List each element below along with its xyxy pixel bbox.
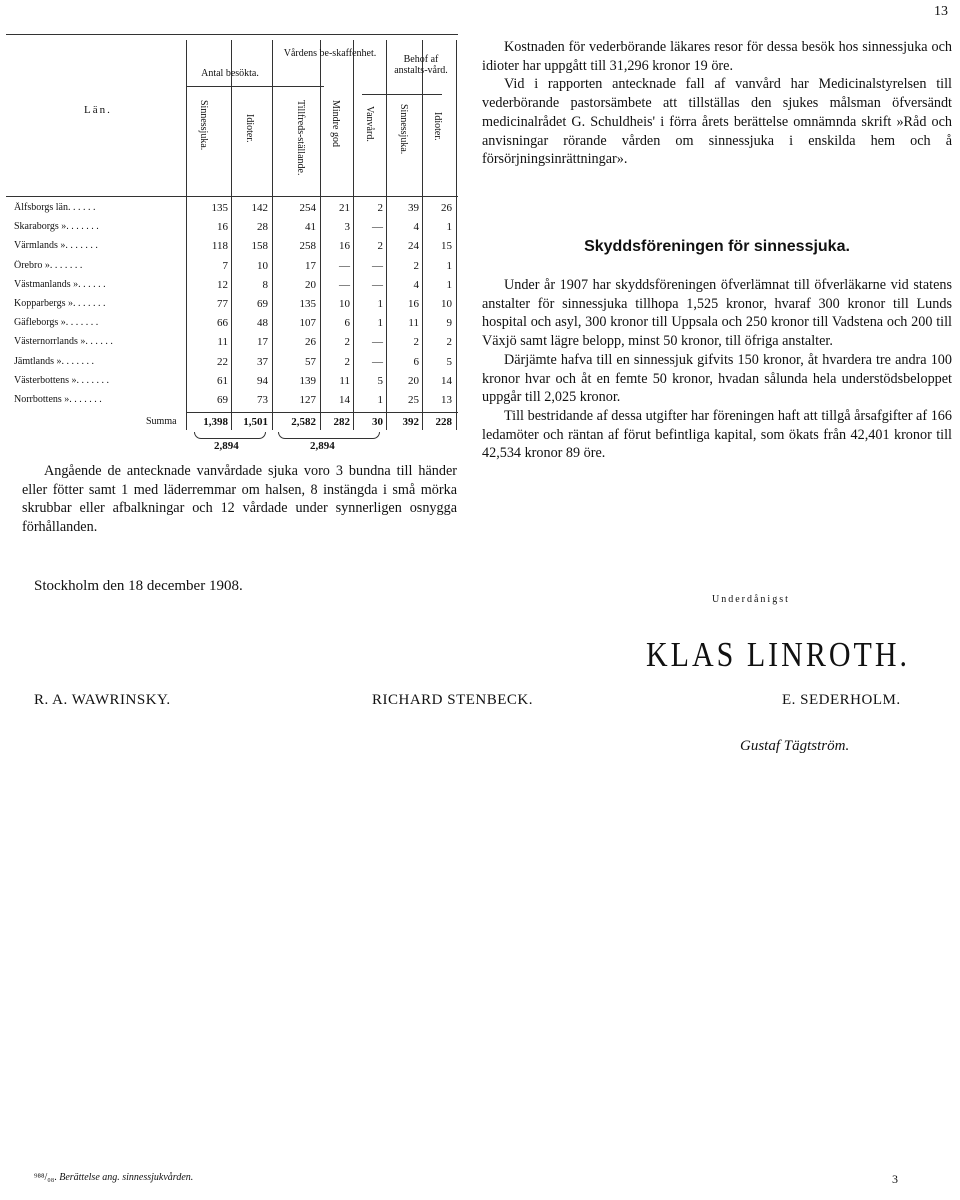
vline-6 [386, 40, 387, 430]
vline-3 [272, 40, 273, 430]
paragraph-vanvard-fall: Vid i rapporten antecknade fall af vanvård har Medicinalstyrelsen till vederbörande pastorsämbete att tillställas den sjukes målsman öfversändt medicinalrådet G. Schuldheis' i förra årets berättelse omnämnda skrift »Råd och anvisningar rörande vården om sinnessjuka i enskilda hem och å försörjningsinrättningar». [482, 76, 952, 168]
table-cell: 13 [441, 394, 452, 406]
table-cell: 2 [413, 259, 419, 272]
right-column-top [482, 38, 952, 169]
table-cell: 24 [408, 240, 419, 253]
table-cell: 17 [305, 259, 316, 272]
table-cell: — [372, 336, 383, 349]
col-header-vanvard: Vanvård. [364, 106, 375, 142]
col-header-idioter-2: Idioter. [432, 112, 443, 141]
table-cell: — [372, 259, 383, 272]
summa-cell: 392 [402, 416, 419, 428]
table-cell: 6 [413, 355, 419, 368]
paragraph-under-ar: Under år 1907 har skyddsföreningen öfverlämnat till öfverläkarne vid statens anstalter för sinnessjuka tillhopa 1,525 kronor, hvaraf 300 kronor till Lunds hospital och asyl, 300 kronor till Uppsala och 250 kronor till Vadstena och 200 till Växjö samt lägre belopp, minst 50 kronor, till öfriga anstalter. [482, 277, 952, 350]
table-cell: 9 [446, 317, 452, 330]
vline-1 [186, 40, 187, 430]
table-row-name: Västernorrlands ». . . . . . [14, 336, 113, 348]
table-cell: 69 [217, 394, 228, 406]
table-cell: 15 [441, 240, 452, 253]
footer-code: ⁹⁸⁸/₀₈. [34, 1172, 57, 1183]
footer [34, 1172, 193, 1183]
table-cell: 5 [377, 374, 383, 387]
signer-wawrinsky: R. A. WAWRINSKY. [34, 692, 171, 708]
section-heading: Skyddsföreningen för sinnessjuka. [584, 238, 850, 255]
table-row-name: Värmlands ». . . . . . . [14, 240, 98, 252]
table-cell: 2 [446, 336, 452, 349]
table-cell: 73 [257, 394, 268, 406]
col-header-sinnessjuka-2: Sinnessjuka. [398, 104, 409, 155]
table-cell: 94 [257, 374, 268, 387]
table-row-name: Norrbottens ». . . . . . . [14, 394, 102, 405]
table-cell: 16 [408, 298, 419, 310]
table-cell: 48 [257, 317, 268, 330]
table-cell: — [339, 259, 350, 272]
table-cell: 26 [305, 336, 316, 349]
summa-cell: 30 [372, 416, 383, 428]
table-cell: 57 [305, 355, 316, 368]
table-row-name: Västmanlands ». . . . . . [14, 278, 106, 290]
table-cell: 21 [339, 202, 350, 214]
table-cell: 37 [257, 355, 268, 368]
table-cell: 39 [408, 202, 419, 214]
table-top-rule [6, 34, 458, 35]
table-cell: 11 [217, 336, 228, 349]
main-signer: KLAS LINROTH. [646, 636, 910, 674]
table-cell: 16 [339, 240, 350, 253]
summa-top-rule [186, 412, 458, 413]
table-row-name: Gäfleborgs ». . . . . . . [14, 317, 99, 329]
table-cell: 16 [217, 221, 228, 234]
statistics-table [6, 28, 458, 452]
summa-cell: 1,501 [243, 416, 268, 428]
table-cell: 26 [441, 202, 452, 214]
group-rule-1 [186, 86, 324, 87]
right-column-bottom [482, 276, 952, 463]
table-cell: 22 [217, 355, 228, 368]
table-cell: 1 [377, 394, 383, 406]
table-cell: 135 [299, 298, 316, 310]
group-header-behof: Behof af anstalts-vård. [394, 54, 448, 76]
table-cell: — [372, 278, 383, 291]
summa-label: Summa [146, 416, 177, 427]
table-cell: 2 [377, 240, 383, 253]
table-cell: 2 [413, 336, 419, 349]
lan-header: Län. [84, 104, 112, 116]
summa-cell: 282 [333, 416, 350, 428]
vline-5 [353, 40, 354, 430]
group-header-vardens: Vårdens be-skaffenhet. [283, 48, 377, 59]
table-cell: 118 [211, 240, 228, 253]
table-cell: 10 [441, 298, 452, 310]
paragraph-darjamte: Därjämte hafva till en sinnessjuk gifvits 150 kronor, åt hvardera tre andra 100 kronor hvar och åt en femte 50 kronor, hvadan sålunda hela understödsbeloppet uppgår till 2,025 kronor. [482, 351, 952, 406]
table-cell: 17 [257, 336, 268, 349]
table-cell: 158 [251, 240, 268, 253]
table-cell: 3 [344, 221, 350, 234]
table-cell: — [372, 221, 383, 234]
col-header-sinnessjuka-1: Sinnessjuka. [198, 100, 209, 151]
footer-title: Berättelse ang. sinnessjukvården. [59, 1172, 194, 1183]
table-cell: 2 [344, 355, 350, 368]
table-cell: 14 [441, 374, 452, 387]
vline-2 [231, 40, 232, 430]
table-cell: 107 [299, 317, 316, 330]
table-cell: 10 [257, 259, 268, 272]
table-cell: 6 [344, 317, 350, 330]
vline-7 [422, 40, 423, 430]
table-cell: 7 [222, 259, 228, 272]
table-row-name: Örebro ». . . . . . . [14, 259, 83, 271]
table-cell: 1 [446, 221, 452, 234]
table-cell: 69 [257, 298, 268, 310]
table-cell: 8 [262, 278, 268, 291]
table-cell: 25 [408, 394, 419, 406]
col-header-idioter-1: Idioter. [244, 114, 255, 143]
table-cell: 10 [339, 298, 350, 310]
group-header-antal: Antal besökta. [201, 68, 259, 79]
table-row-name: Jämtlands ». . . . . . . [14, 355, 94, 367]
paragraph-kostnaden: Kostnaden för vederbörande läkares resor för dessa besök hos sinnessjuka och idioter har uppgått till 31,296 kronor 19 öre. [482, 39, 952, 74]
footer-number: 3 [892, 1172, 898, 1186]
summa-cell: 2,582 [291, 416, 316, 428]
table-cell: 20 [408, 374, 419, 387]
summa-cell: 228 [435, 416, 452, 428]
table-cell: 139 [299, 374, 316, 387]
table-cell: 2 [344, 336, 350, 349]
table-cell: 5 [446, 355, 452, 368]
grand-total-1: 2,894 [214, 440, 239, 452]
table-cell: 1 [377, 317, 383, 330]
signer-stenbeck: RICHARD STENBECK. [372, 692, 534, 708]
grand-total-2: 2,894 [310, 440, 335, 452]
table-row-name: Skaraborgs ». . . . . . . [14, 221, 99, 233]
table-cell: 1 [446, 259, 452, 272]
brace-2 [278, 432, 380, 439]
table-cell: — [339, 278, 350, 291]
signer-sederholm: E. SEDERHOLM. [782, 692, 901, 708]
table-cell: 4 [413, 221, 419, 234]
table-row-name: Älfsborgs län. . . . . . [14, 202, 96, 213]
underdanigst: Underdånigst [712, 594, 790, 605]
table-row-name: Västerbottens ». . . . . . . [14, 374, 109, 386]
page-number: 13 [934, 4, 948, 19]
table-cell: — [372, 355, 383, 368]
table-cell: 14 [339, 394, 350, 406]
paragraph-vanvard: Angående de antecknade vanvårdade sjuka voro 3 bundna till händer eller fötter samt 1 med läderremmar om halsen, 8 instängda i små mörka skrubbar eller afbalkningar och 12 vårdade under synnerligen osnygga förhållanden. [22, 463, 457, 536]
paragraph-till-bestridande: Till bestridande af dessa utgifter har föreningen haft att tillgå årsafgifter af 166 ledamöter och räntan af förut befintliga kapital, som ökats från 42,401 kronor till 42,534 kronor 89 öre. [482, 407, 952, 462]
table-cell: 11 [408, 317, 419, 330]
table-row-name: Kopparbergs ». . . . . . . [14, 298, 106, 309]
col-header-mindre-god: Mindre god [330, 100, 341, 147]
table-cell: 258 [299, 240, 316, 253]
table-cell: 12 [217, 278, 228, 291]
table-cell: 2 [377, 202, 383, 214]
table-cell: 142 [251, 202, 268, 214]
table-cell: 127 [299, 394, 316, 406]
vline-8 [456, 40, 457, 430]
table-cell: 41 [305, 221, 316, 234]
table-cell: 135 [211, 202, 228, 214]
group-rule-2 [362, 94, 442, 95]
table-cell: 1 [446, 278, 452, 291]
table-cell: 77 [217, 298, 228, 310]
summa-cell: 1,398 [203, 416, 228, 428]
table-cell: 66 [217, 317, 228, 330]
table-cell: 254 [299, 202, 316, 214]
table-cell: 11 [339, 374, 350, 387]
left-paragraph [22, 462, 457, 537]
date-line: Stockholm den 18 december 1908. [34, 578, 243, 594]
table-cell: 4 [413, 278, 419, 291]
table-cell: 20 [305, 278, 316, 291]
table-cell: 61 [217, 374, 228, 387]
signer-tagtstrom: Gustaf Tägtström. [740, 738, 850, 754]
header-bottom-rule [6, 196, 458, 197]
table-cell: 1 [377, 298, 383, 310]
table-cell: 28 [257, 221, 268, 234]
brace-1 [194, 432, 266, 439]
col-header-tillfredsstallande: Tillfreds-ställande. [295, 100, 306, 176]
vline-4 [320, 40, 321, 430]
